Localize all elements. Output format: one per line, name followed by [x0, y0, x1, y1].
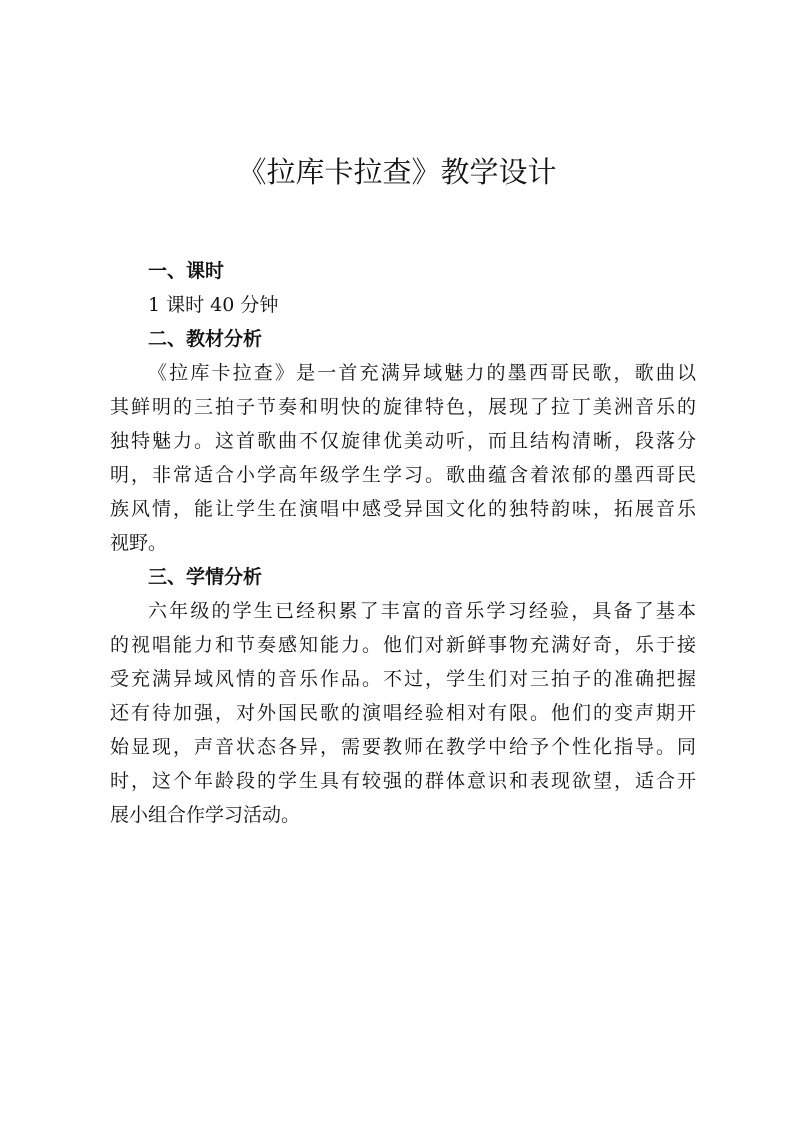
paragraph-line: 的视唱能力和节奏感知能力。他们对新鲜事物充满好奇，乐于接: [110, 634, 696, 656]
paragraph-line: 《拉库卡拉查》是一首充满异域魅力的墨西哥民歌，歌曲以: [148, 362, 696, 384]
section-heading-class-hours: 一、课时: [148, 260, 225, 282]
class-hours-text: 1 课时 40 分钟: [148, 294, 279, 316]
paragraph-line: 受充满异域风情的音乐作品。不过，学生们对三拍子的准确把握: [110, 668, 696, 690]
paragraph-line: 其鲜明的三拍子节奏和明快的旋律特色，展现了拉丁美洲音乐的: [110, 396, 696, 418]
paragraph-line: 明，非常适合小学高年级学生学习。歌曲蕴含着浓郁的墨西哥民: [110, 464, 696, 486]
document-body: [110, 254, 696, 832]
section-heading-student-analysis: 三、学情分析: [148, 566, 263, 588]
paragraph-line: 独特魅力。这首歌曲不仅旋律优美动听，而且结构清晰，段落分: [110, 430, 696, 452]
paragraph-line: 始显现，声音状态各异，需要教师在教学中给予个性化指导。同: [110, 736, 696, 758]
document-title: 《拉库卡拉查》教学设计: [237, 155, 557, 189]
paragraph-line: 时，这个年龄段的学生具有较强的群体意识和表现欲望，适合开: [110, 770, 696, 792]
paragraph-line: 视野。: [110, 532, 168, 554]
paragraph-line: 还有待加强，对外国民歌的演唱经验相对有限。他们的变声期开: [110, 702, 696, 724]
paragraph-line: 族风情，能让学生在演唱中感受异国文化的独特韵味，拓展音乐: [110, 498, 696, 520]
paragraph-line: 六年级的学生已经积累了丰富的音乐学习经验，具备了基本: [148, 600, 696, 622]
section-heading-material-analysis: 二、教材分析: [148, 328, 263, 350]
student-analysis-paragraph: [110, 594, 696, 832]
paragraph-line: 展小组合作学习活动。: [110, 804, 301, 826]
material-analysis-paragraph: [110, 356, 696, 560]
